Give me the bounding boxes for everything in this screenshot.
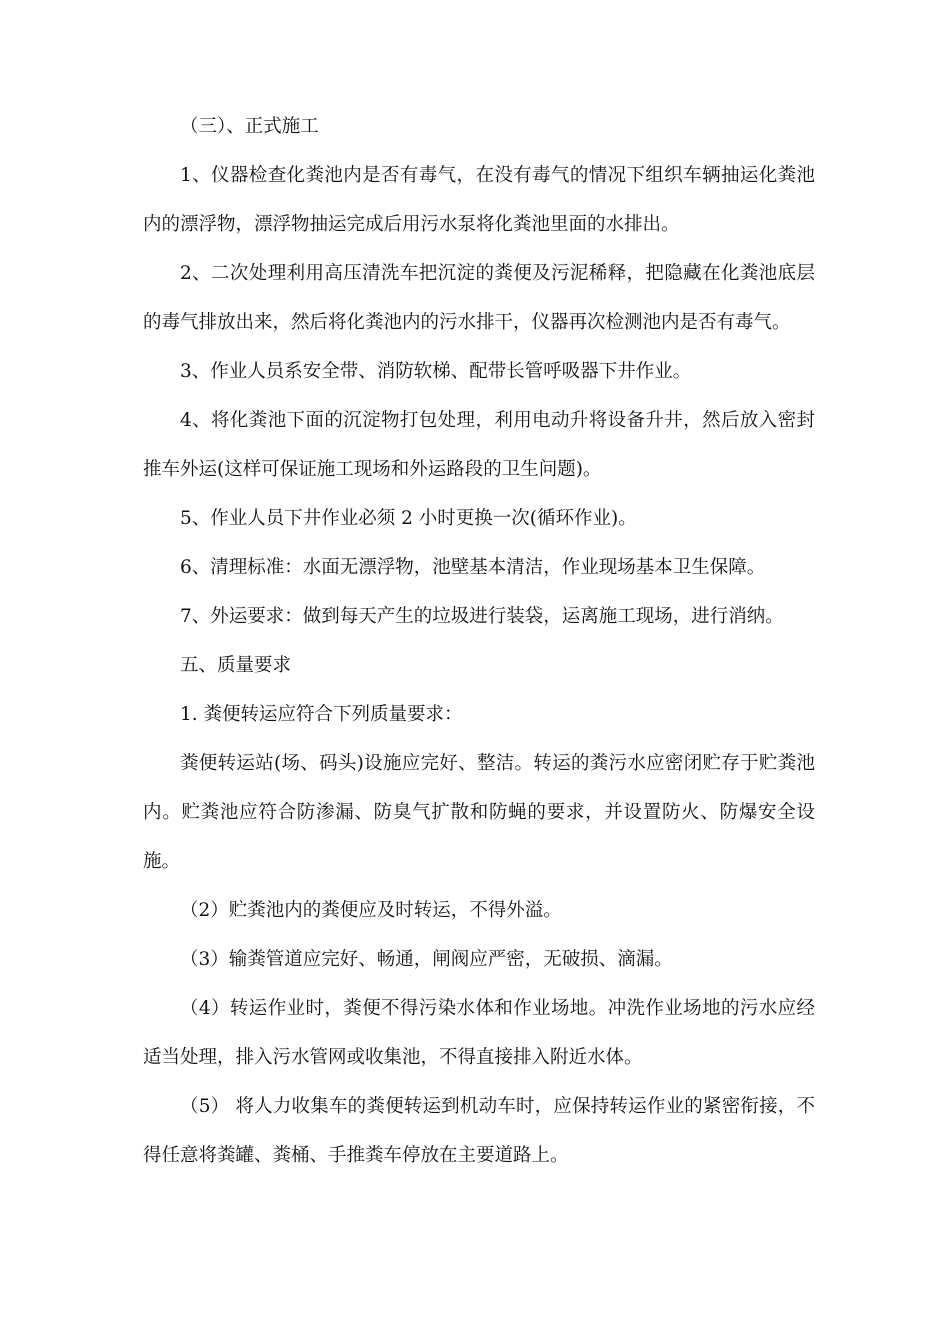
paragraph-step-2: 2、二次处理利用高压清洗车把沉淀的粪便及污泥稀释，把隐藏在化粪池底层的毒气排放出来，然后将化粪池内的污水排干，仪器再次检测池内是否有毒气。 [143,263,815,333]
paragraph-step-6: 6、清理标准：水面无漂浮物，池壁基本清洁，作业现场基本卫生保障。 [180,557,766,578]
paragraph-quality-item-2: （2）贮粪池内的粪便应及时转运，不得外溢。 [180,900,562,921]
paragraph-quality-item-3: （3）输粪管道应完好、畅通，闸阀应严密，无破损、滴漏。 [180,949,673,970]
paragraph-quality-item-5: （5） 将人力收集车的粪便转运到机动车时，应保持转运作业的紧密衔接，不得任意将粪罐、粪桶、手推粪车停放在主要道路上。 [143,1096,815,1166]
paragraph-step-5: 5、作业人员下井作业必须 2 小时更换一次(循环作业)。 [180,508,637,529]
section-heading-formal-construction: （三）、正式施工 [180,116,319,137]
paragraph-step-7: 7、外运要求：做到每天产生的垃圾进行装袋，运离施工现场，进行消纳。 [180,606,784,627]
paragraph-step-3: 3、作业人员系安全带、消防软梯、配带长管呼吸器下井作业。 [180,361,692,382]
section-heading-quality-requirements: 五、质量要求 [180,655,292,676]
paragraph-quality-item-1: 1. 粪便转运应符合下列质量要求： [180,704,463,725]
paragraph-quality-item-4: （4）转运作业时，粪便不得污染水体和作业场地。冲洗作业场地的污水应经适当处理，排入污水管网或收集池，不得直接排入附近水体。 [143,998,815,1068]
document-body [143,102,815,1180]
paragraph-transfer-station: 粪便转运站(场、码头)设施应完好、整洁。转运的粪污水应密闭贮存于贮粪池内。贮粪池应符合防渗漏、防臭气扩散和防蝇的要求，并设置防火、防爆安全设施。 [143,753,815,872]
paragraph-step-4: 4、将化粪池下面的沉淀物打包处理，利用电动升将设备升井，然后放入密封推车外运(这样可保证施工现场和外运路段的卫生问题)。 [143,410,815,480]
paragraph-step-1: 1、仪器检查化粪池内是否有毒气，在没有毒气的情况下组织车辆抽运化粪池内的漂浮物，漂浮物抽运完成后用污水泵将化粪池里面的水排出。 [143,165,815,235]
